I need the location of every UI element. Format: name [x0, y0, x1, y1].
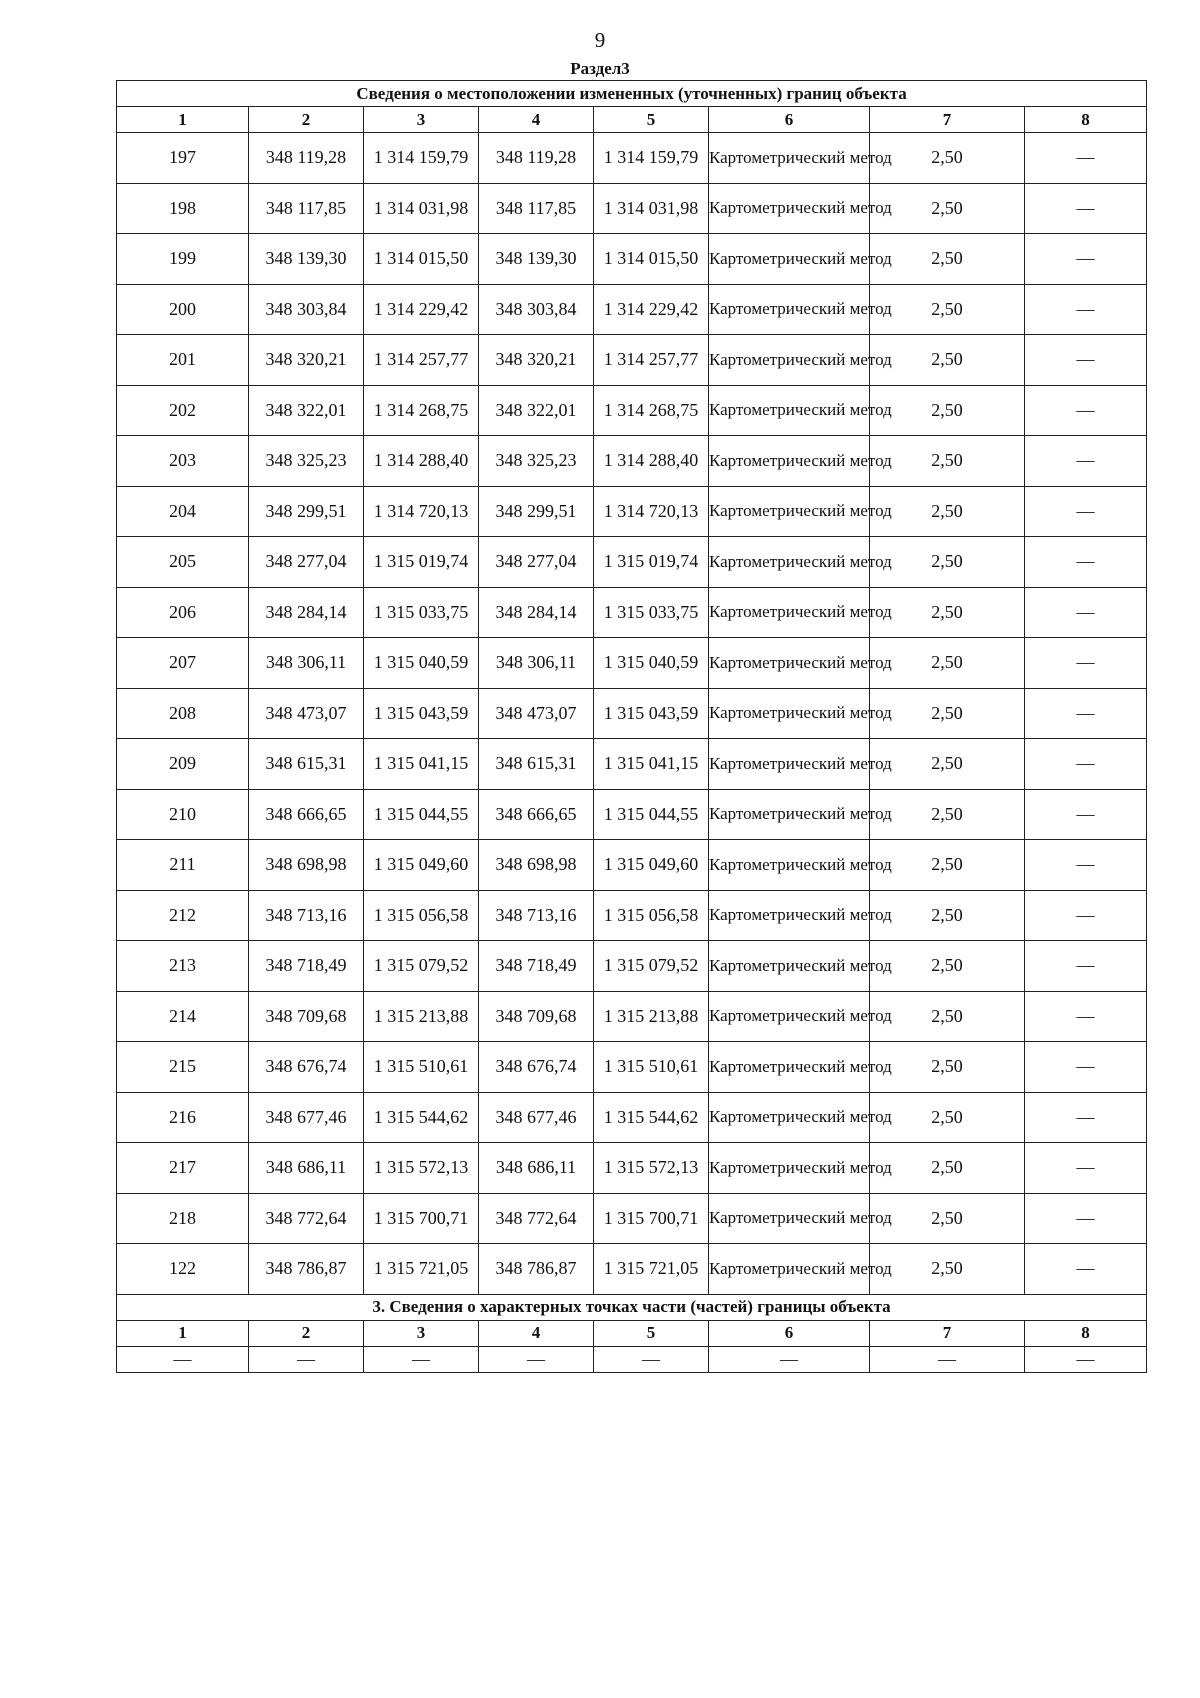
y-new-cell: 1 315 213,88: [594, 991, 709, 1042]
x-new-cell: 348 117,85: [479, 183, 594, 234]
column-number: 1: [117, 107, 249, 133]
description-cell: —: [1025, 840, 1147, 891]
point-number-cell: 214: [117, 991, 249, 1042]
description-cell: —: [1025, 1193, 1147, 1244]
x-new-cell: 348 686,11: [479, 1143, 594, 1194]
y-new-cell: —: [594, 1346, 709, 1372]
y-old-cell: 1 315 049,60: [364, 840, 479, 891]
y-new-cell: 1 315 043,59: [594, 688, 709, 739]
accuracy-cell: 2,50: [870, 1244, 1025, 1295]
point-number-cell: 205: [117, 537, 249, 588]
x-old-cell: —: [249, 1346, 364, 1372]
method-cell: Картометрический метод: [709, 335, 870, 386]
x-old-cell: 348 676,74: [249, 1042, 364, 1093]
description-cell: —: [1025, 638, 1147, 689]
method-cell: —: [709, 1346, 870, 1372]
y-new-cell: 1 314 015,50: [594, 234, 709, 285]
column-number: 7: [870, 1320, 1025, 1346]
method-cell: Картометрический метод: [709, 385, 870, 436]
x-old-cell: 348 615,31: [249, 739, 364, 790]
y-new-cell: 1 314 257,77: [594, 335, 709, 386]
y-old-cell: 1 315 079,52: [364, 941, 479, 992]
x-old-cell: 348 686,11: [249, 1143, 364, 1194]
description-cell: —: [1025, 789, 1147, 840]
column-number: 2: [249, 1320, 364, 1346]
table-row: [117, 234, 1147, 285]
x-new-cell: 348 666,65: [479, 789, 594, 840]
accuracy-cell: 2,50: [870, 739, 1025, 790]
method-cell: Картометрический метод: [709, 1244, 870, 1295]
table2-caption-row: [117, 1294, 1147, 1320]
y-old-cell: 1 315 043,59: [364, 688, 479, 739]
x-old-cell: 348 284,14: [249, 587, 364, 638]
y-old-cell: 1 315 056,58: [364, 890, 479, 941]
y-old-cell: 1 315 544,62: [364, 1092, 479, 1143]
column-number: 6: [709, 107, 870, 133]
x-old-cell: 348 698,98: [249, 840, 364, 891]
y-old-cell: 1 315 033,75: [364, 587, 479, 638]
accuracy-cell: 2,50: [870, 991, 1025, 1042]
description-cell: —: [1025, 436, 1147, 487]
x-old-cell: 348 713,16: [249, 890, 364, 941]
description-cell: —: [1025, 688, 1147, 739]
accuracy-cell: 2,50: [870, 284, 1025, 335]
x-new-cell: 348 277,04: [479, 537, 594, 588]
y-new-cell: 1 314 031,98: [594, 183, 709, 234]
table-row: [117, 941, 1147, 992]
point-number-cell: 202: [117, 385, 249, 436]
point-number-cell: 213: [117, 941, 249, 992]
x-new-cell: 348 320,21: [479, 335, 594, 386]
x-old-cell: 348 139,30: [249, 234, 364, 285]
point-number-cell: 203: [117, 436, 249, 487]
table-row: [117, 486, 1147, 537]
method-cell: Картометрический метод: [709, 840, 870, 891]
x-old-cell: 348 786,87: [249, 1244, 364, 1295]
description-cell: —: [1025, 991, 1147, 1042]
accuracy-cell: 2,50: [870, 789, 1025, 840]
y-old-cell: 1 314 288,40: [364, 436, 479, 487]
column-number: 7: [870, 107, 1025, 133]
table-row: [117, 183, 1147, 234]
x-new-cell: 348 786,87: [479, 1244, 594, 1295]
accuracy-cell: 2,50: [870, 335, 1025, 386]
accuracy-cell: 2,50: [870, 486, 1025, 537]
method-cell: Картометрический метод: [709, 1092, 870, 1143]
table-row: [117, 1042, 1147, 1093]
x-old-cell: 348 718,49: [249, 941, 364, 992]
x-new-cell: 348 284,14: [479, 587, 594, 638]
method-cell: Картометрический метод: [709, 638, 870, 689]
method-cell: Картометрический метод: [709, 941, 870, 992]
x-new-cell: 348 718,49: [479, 941, 594, 992]
table-row: [117, 1346, 1147, 1372]
point-number-cell: 215: [117, 1042, 249, 1093]
x-old-cell: 348 325,23: [249, 436, 364, 487]
x-old-cell: 348 299,51: [249, 486, 364, 537]
method-cell: Картометрический метод: [709, 183, 870, 234]
y-new-cell: 1 314 268,75: [594, 385, 709, 436]
point-number-cell: 209: [117, 739, 249, 790]
accuracy-cell: 2,50: [870, 1092, 1025, 1143]
method-cell: Картометрический метод: [709, 537, 870, 588]
y-old-cell: 1 314 159,79: [364, 133, 479, 184]
y-old-cell: 1 315 721,05: [364, 1244, 479, 1295]
description-cell: —: [1025, 234, 1147, 285]
column-number: 4: [479, 1320, 594, 1346]
table-row: [117, 840, 1147, 891]
y-old-cell: 1 314 720,13: [364, 486, 479, 537]
method-cell: Картометрический метод: [709, 587, 870, 638]
accuracy-cell: 2,50: [870, 183, 1025, 234]
method-cell: Картометрический метод: [709, 739, 870, 790]
table-row: [117, 537, 1147, 588]
x-old-cell: 348 119,28: [249, 133, 364, 184]
y-new-cell: 1 315 510,61: [594, 1042, 709, 1093]
table-row: [117, 1244, 1147, 1295]
x-old-cell: 348 306,11: [249, 638, 364, 689]
table-row: [117, 133, 1147, 184]
table-row: [117, 739, 1147, 790]
point-number-cell: 201: [117, 335, 249, 386]
method-cell: Картометрический метод: [709, 436, 870, 487]
column-number: 2: [249, 107, 364, 133]
x-new-cell: 348 303,84: [479, 284, 594, 335]
table-row: [117, 890, 1147, 941]
table-row: [117, 335, 1147, 386]
x-new-cell: 348 709,68: [479, 991, 594, 1042]
x-new-cell: 348 306,11: [479, 638, 594, 689]
point-number-cell: 211: [117, 840, 249, 891]
description-cell: —: [1025, 890, 1147, 941]
point-number-cell: 122: [117, 1244, 249, 1295]
accuracy-cell: 2,50: [870, 890, 1025, 941]
point-number-cell: 197: [117, 133, 249, 184]
x-new-cell: 348 139,30: [479, 234, 594, 285]
x-old-cell: 348 322,01: [249, 385, 364, 436]
description-cell: —: [1025, 1346, 1147, 1372]
point-number-cell: 212: [117, 890, 249, 941]
boundary-table: [116, 80, 1147, 1373]
column-number: 8: [1025, 107, 1147, 133]
y-old-cell: 1 314 257,77: [364, 335, 479, 386]
method-cell: Картометрический метод: [709, 688, 870, 739]
accuracy-cell: 2,50: [870, 1193, 1025, 1244]
x-old-cell: 348 277,04: [249, 537, 364, 588]
method-cell: Картометрический метод: [709, 284, 870, 335]
column-number: 8: [1025, 1320, 1147, 1346]
y-new-cell: 1 315 056,58: [594, 890, 709, 941]
x-old-cell: 348 473,07: [249, 688, 364, 739]
y-old-cell: 1 315 040,59: [364, 638, 479, 689]
y-new-cell: 1 315 044,55: [594, 789, 709, 840]
x-old-cell: 348 772,64: [249, 1193, 364, 1244]
y-new-cell: 1 315 040,59: [594, 638, 709, 689]
x-old-cell: 348 117,85: [249, 183, 364, 234]
accuracy-cell: 2,50: [870, 638, 1025, 689]
x-new-cell: 348 299,51: [479, 486, 594, 537]
table1-caption-row: [117, 81, 1147, 107]
point-number-cell: 208: [117, 688, 249, 739]
method-cell: Картометрический метод: [709, 1193, 870, 1244]
point-number-cell: 216: [117, 1092, 249, 1143]
point-number-cell: 198: [117, 183, 249, 234]
y-new-cell: 1 315 033,75: [594, 587, 709, 638]
point-number-cell: 206: [117, 587, 249, 638]
description-cell: —: [1025, 739, 1147, 790]
description-cell: —: [1025, 1244, 1147, 1295]
accuracy-cell: 2,50: [870, 537, 1025, 588]
point-number-cell: 204: [117, 486, 249, 537]
table-row: [117, 789, 1147, 840]
accuracy-cell: 2,50: [870, 133, 1025, 184]
accuracy-cell: 2,50: [870, 436, 1025, 487]
accuracy-cell: 2,50: [870, 941, 1025, 992]
y-old-cell: 1 314 031,98: [364, 183, 479, 234]
x-old-cell: 348 666,65: [249, 789, 364, 840]
accuracy-cell: 2,50: [870, 385, 1025, 436]
y-new-cell: 1 314 720,13: [594, 486, 709, 537]
x-new-cell: 348 119,28: [479, 133, 594, 184]
description-cell: —: [1025, 537, 1147, 588]
table-row: [117, 991, 1147, 1042]
point-number-cell: 217: [117, 1143, 249, 1194]
x-new-cell: 348 713,16: [479, 890, 594, 941]
column-number: 3: [364, 107, 479, 133]
x-new-cell: 348 615,31: [479, 739, 594, 790]
method-cell: Картометрический метод: [709, 234, 870, 285]
column-number: 3: [364, 1320, 479, 1346]
point-number-cell: —: [117, 1346, 249, 1372]
description-cell: —: [1025, 1092, 1147, 1143]
description-cell: —: [1025, 284, 1147, 335]
point-number-cell: 200: [117, 284, 249, 335]
x-new-cell: —: [479, 1346, 594, 1372]
accuracy-cell: 2,50: [870, 587, 1025, 638]
accuracy-cell: 2,50: [870, 234, 1025, 285]
page-number: 9: [594, 28, 606, 52]
accuracy-cell: 2,50: [870, 840, 1025, 891]
accuracy-cell: 2,50: [870, 1143, 1025, 1194]
y-new-cell: 1 315 544,62: [594, 1092, 709, 1143]
x-new-cell: 348 772,64: [479, 1193, 594, 1244]
y-old-cell: 1 314 015,50: [364, 234, 479, 285]
point-number-cell: 207: [117, 638, 249, 689]
y-old-cell: 1 315 510,61: [364, 1042, 479, 1093]
table-row: [117, 587, 1147, 638]
column-number: 1: [117, 1320, 249, 1346]
x-new-cell: 348 322,01: [479, 385, 594, 436]
description-cell: —: [1025, 133, 1147, 184]
method-cell: Картометрический метод: [709, 1042, 870, 1093]
table-row: [117, 1193, 1147, 1244]
column-number: 4: [479, 107, 594, 133]
y-old-cell: 1 314 229,42: [364, 284, 479, 335]
accuracy-cell: 2,50: [870, 688, 1025, 739]
method-cell: Картометрический метод: [709, 1143, 870, 1194]
description-cell: —: [1025, 183, 1147, 234]
y-old-cell: 1 315 041,15: [364, 739, 479, 790]
point-number-cell: 218: [117, 1193, 249, 1244]
y-new-cell: 1 314 159,79: [594, 133, 709, 184]
description-cell: —: [1025, 1143, 1147, 1194]
y-old-cell: —: [364, 1346, 479, 1372]
column-number: 5: [594, 1320, 709, 1346]
table-row: [117, 688, 1147, 739]
x-old-cell: 348 709,68: [249, 991, 364, 1042]
column-number: 6: [709, 1320, 870, 1346]
table-caption: 3. Сведения о характерных точках части (частей) границы объекта: [117, 1294, 1147, 1320]
method-cell: Картометрический метод: [709, 133, 870, 184]
description-cell: —: [1025, 941, 1147, 992]
x-old-cell: 348 677,46: [249, 1092, 364, 1143]
table-body: [117, 81, 1147, 1373]
accuracy-cell: —: [870, 1346, 1025, 1372]
x-old-cell: 348 320,21: [249, 335, 364, 386]
y-old-cell: 1 315 213,88: [364, 991, 479, 1042]
table-row: [117, 1092, 1147, 1143]
x-new-cell: 348 698,98: [479, 840, 594, 891]
point-number-cell: 199: [117, 234, 249, 285]
y-new-cell: 1 315 049,60: [594, 840, 709, 891]
description-cell: —: [1025, 1042, 1147, 1093]
column-number: 5: [594, 107, 709, 133]
y-new-cell: 1 315 700,71: [594, 1193, 709, 1244]
accuracy-cell: 2,50: [870, 1042, 1025, 1093]
y-new-cell: 1 315 721,05: [594, 1244, 709, 1295]
column-number-row: [117, 1320, 1147, 1346]
table-caption: Сведения о местоположении измененных (уточненных) границ объекта: [117, 81, 1147, 107]
y-new-cell: 1 315 041,15: [594, 739, 709, 790]
description-cell: —: [1025, 486, 1147, 537]
x-new-cell: 348 677,46: [479, 1092, 594, 1143]
method-cell: Картометрический метод: [709, 890, 870, 941]
description-cell: —: [1025, 587, 1147, 638]
section-title: Раздел3: [570, 59, 630, 78]
y-old-cell: 1 315 572,13: [364, 1143, 479, 1194]
y-new-cell: 1 315 572,13: [594, 1143, 709, 1194]
method-cell: Картометрический метод: [709, 991, 870, 1042]
y-new-cell: 1 314 229,42: [594, 284, 709, 335]
description-cell: —: [1025, 335, 1147, 386]
table-row: [117, 385, 1147, 436]
y-new-cell: 1 315 079,52: [594, 941, 709, 992]
table-row: [117, 1143, 1147, 1194]
description-cell: —: [1025, 385, 1147, 436]
table-row: [117, 638, 1147, 689]
y-old-cell: 1 315 700,71: [364, 1193, 479, 1244]
x-new-cell: 348 325,23: [479, 436, 594, 487]
table-row: [117, 436, 1147, 487]
column-number-row: [117, 107, 1147, 133]
y-old-cell: 1 315 044,55: [364, 789, 479, 840]
table-row: [117, 284, 1147, 335]
x-old-cell: 348 303,84: [249, 284, 364, 335]
y-new-cell: 1 315 019,74: [594, 537, 709, 588]
method-cell: Картометрический метод: [709, 486, 870, 537]
y-old-cell: 1 314 268,75: [364, 385, 479, 436]
y-new-cell: 1 314 288,40: [594, 436, 709, 487]
point-number-cell: 210: [117, 789, 249, 840]
y-old-cell: 1 315 019,74: [364, 537, 479, 588]
method-cell: Картометрический метод: [709, 789, 870, 840]
x-new-cell: 348 676,74: [479, 1042, 594, 1093]
x-new-cell: 348 473,07: [479, 688, 594, 739]
